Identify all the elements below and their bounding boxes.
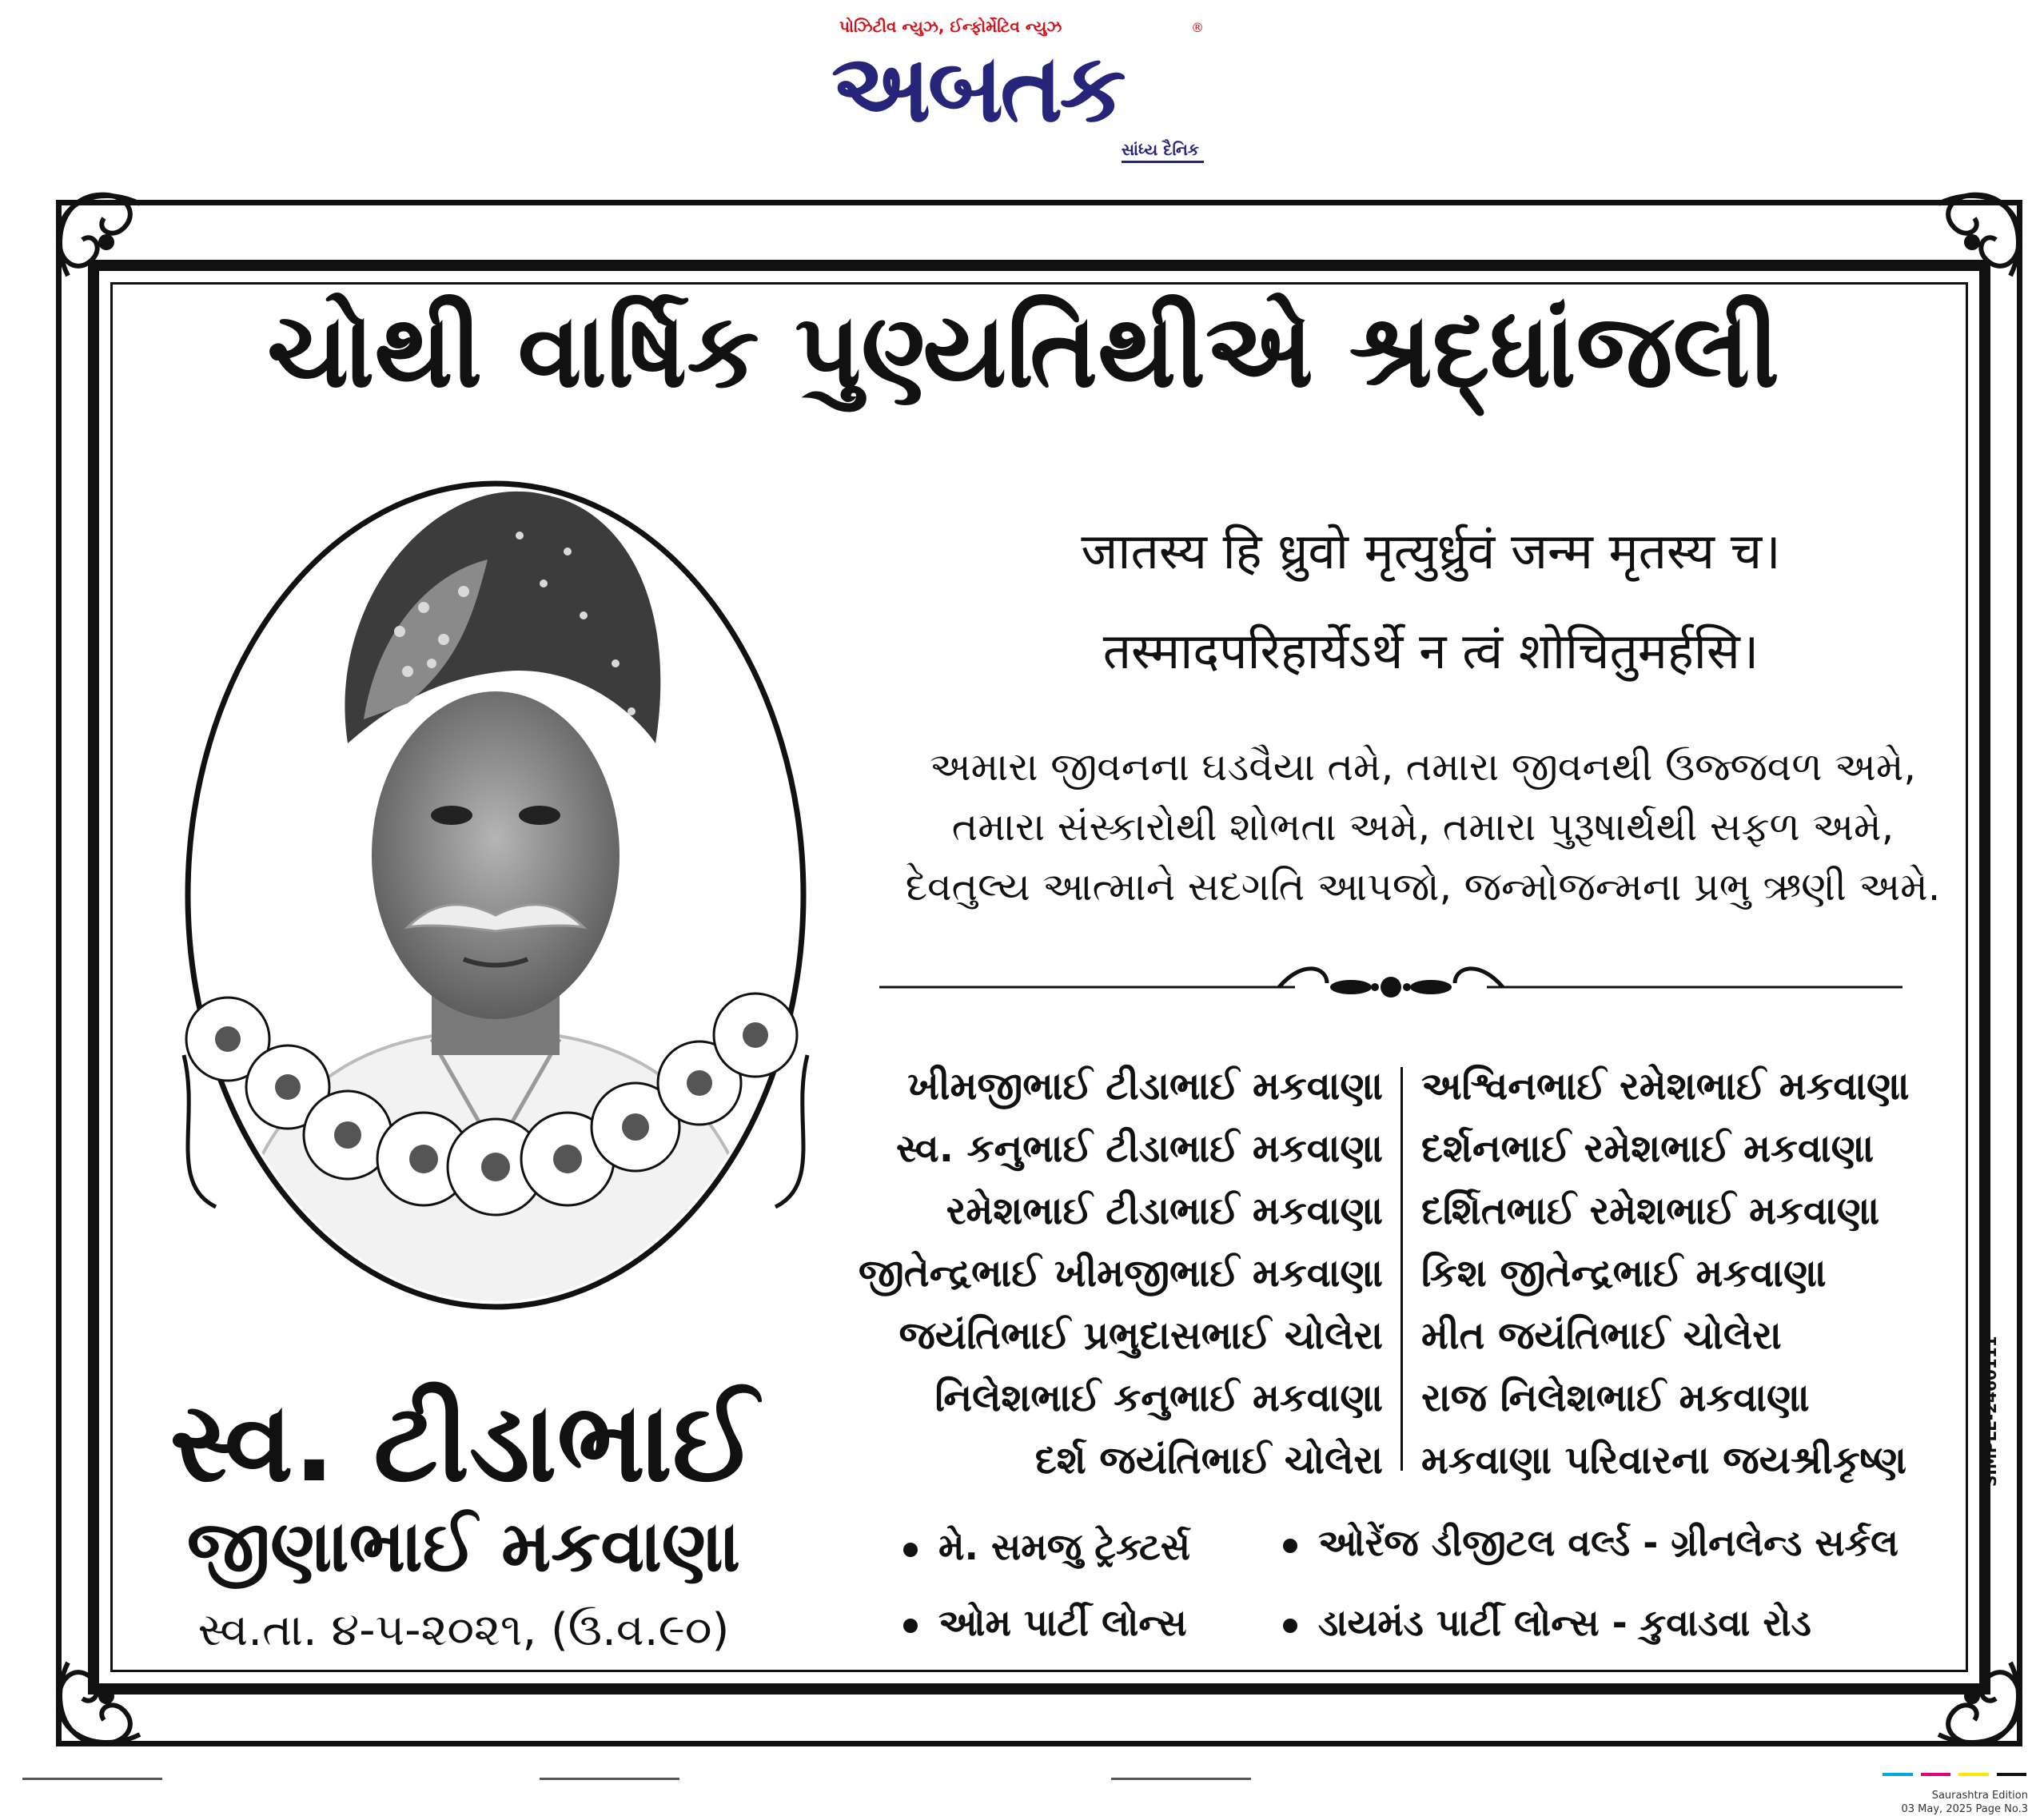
corner-ornament-top-right: [1914, 180, 2034, 300]
corner-ornament-top-left: [44, 180, 164, 300]
family-name: રમેશભાઈ ટીડાભાઈ મકવાણા: [946, 1189, 1383, 1233]
family-name: જીતેન્દ્રભાઈ ખીમજીભાઈ મકવાણા: [858, 1251, 1383, 1296]
edition-date-page: 03 May, 2025 Page No.3: [1901, 1803, 2028, 1815]
death-date-age: સ્વ.તા. ૪-૫-૨૦૨૧, (ઉ.વ.૯૦): [197, 1604, 730, 1656]
masthead-subtitle: સાંધ્ય દૈનિક: [1122, 140, 1204, 163]
poem-line-1: અમારા જીવનના ઘડવૈયા તમે, તમારા જીવનથી ઉજ્જવળ અમે,: [929, 744, 1916, 790]
bullet-icon: [1283, 1539, 1297, 1553]
sponsor-label: ઓમ પાર્ટી લોન્સ: [938, 1601, 1187, 1644]
crop-mark: [22, 1778, 162, 1780]
ad-code: SIMPLE-2460111: [1981, 1336, 2000, 1487]
names-separator: [1400, 1067, 1403, 1471]
corner-ornament-bottom-right: [1914, 1639, 2034, 1758]
poem-line-3: દેવતુલ્ય આત્માને સદગતિ આપજો, જન્મોજન્મના પ્રભુ ઋણી અમે.: [905, 864, 1941, 910]
crop-mark: [540, 1778, 679, 1780]
shloka-line-2: तस्मादपरिहार्येऽर्थे न त्वं शोचितुमर्हसि।: [1102, 622, 1759, 680]
bullet-icon: [903, 1543, 918, 1557]
sponsor-item: [903, 1595, 1187, 1651]
family-names-left: [847, 1055, 1383, 1491]
family-name: દર્શિતભાઈ રમેશભાઈ મકવાણા: [1421, 1189, 1880, 1233]
deceased-name: સ્વ. ટીડાભાઈ: [169, 1378, 758, 1507]
portrait-photo: [168, 480, 839, 1343]
shloka-line-1: जातस्य हि ध्रुवो मृत्युर्ध्रुवं जन्म मृतस्य च।: [1081, 522, 1781, 580]
family-names-right: [1421, 1055, 1981, 1491]
family-name: દર્શનભાઈ રમેશભાઈ મકવાણા: [1421, 1126, 1875, 1171]
masthead: [831, 12, 1207, 164]
sponsor-label: ઓરેંજ ડીજીટલ વર્લ્ડ - ગ્રીનલેન્ડ સર્કલ: [1318, 1521, 1899, 1564]
family-name: રાજ નિલેશભાઈ મકવાણા: [1421, 1376, 1810, 1420]
family-name: નિલેશભાઈ કનુભાઈ મકવાણા: [934, 1376, 1383, 1420]
sponsor-label: મે. સમજુ ટ્રેક્ટર્સ: [938, 1525, 1191, 1568]
sponsor-item: [1283, 1595, 1811, 1651]
newspaper-logo: અબતક: [831, 33, 1123, 143]
poem-line-2: તમારા સંસ્કારોથી શોભતા અમે, તમારા પુરૂષાર્થથી સફળ અમે,: [951, 804, 1895, 850]
sponsor-item: [1283, 1515, 1899, 1571]
ad-headline: ચોથી વાર્ષિક પુણ્યતિથીએ શ્રદ્ધાંજલી: [266, 292, 1780, 411]
family-name: સ્વ. કનુભાઈ ટીડાભાઈ મકવાણા: [896, 1126, 1383, 1171]
deceased-surname: જીણાભાઈ મકવાણા: [186, 1505, 741, 1587]
family-name: અશ્વિનભાઈ રમેશભાઈ મકવાણા: [1421, 1064, 1910, 1109]
family-name: ખીમજીભાઈ ટીડાભાઈ મકવાણા: [907, 1064, 1383, 1109]
registered-mark: ®: [1191, 20, 1204, 35]
sponsor-item: [903, 1519, 1190, 1575]
crop-mark: [1111, 1778, 1251, 1780]
masthead-tagline: પોઝિટીવ ન્યુઝ, ઈન્ફોર્મેટિવ ન્યુઝ: [839, 17, 1062, 36]
family-name: જયંતિભાઈ પ્રભુદાસભાઈ ચોલેરા: [898, 1313, 1383, 1358]
family-name: કિશ જીતેન્દ્રભાઈ મકવાણા: [1421, 1251, 1827, 1296]
bullet-icon: [903, 1619, 918, 1633]
corner-ornament-bottom-left: [44, 1639, 164, 1758]
family-name: મકવાણા પરિવારના જયશ્રીકૃષ્ણ: [1421, 1438, 1907, 1483]
family-name: દર્શ જયંતિભાઈ ચોલેરા: [1034, 1438, 1383, 1483]
ornamental-divider: [879, 943, 1903, 1015]
edition-info: [1902, 1789, 2029, 1816]
edition-name: Saurashtra Edition: [1931, 1790, 2028, 1802]
family-name: મીત જયંતિભાઈ ચોલેરા: [1421, 1313, 1782, 1358]
color-registration-marks: [1883, 1773, 2026, 1778]
bullet-icon: [1283, 1619, 1297, 1633]
sponsor-label: ડાયમંડ પાર્ટી લોન્સ - કુવાડવા રોડ: [1318, 1601, 1811, 1644]
